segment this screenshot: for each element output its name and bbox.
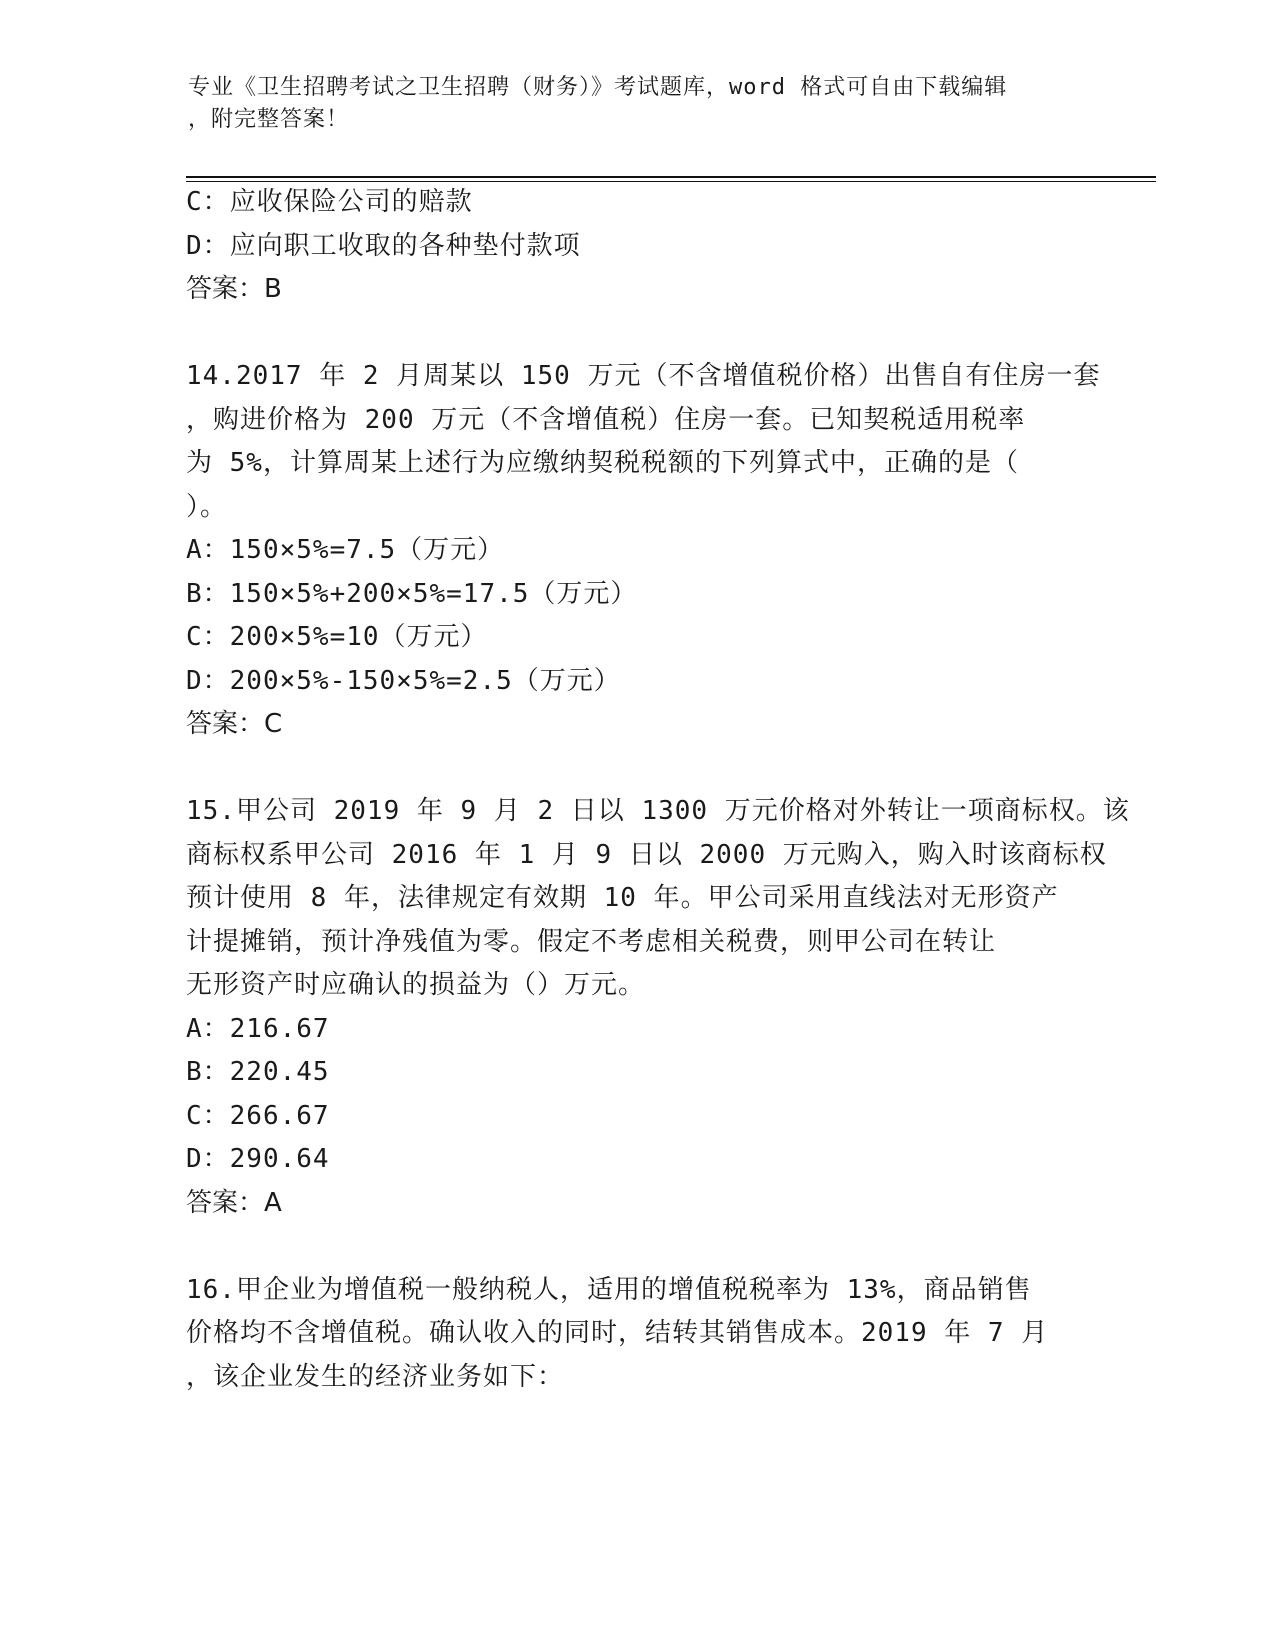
header-divider bbox=[186, 176, 1156, 178]
question-15-line-4: 计提摊销，预计净残值为零。假定不考虑相关税费，则甲公司在转让 bbox=[186, 927, 997, 957]
question-14-answer: 答案：C bbox=[186, 709, 283, 739]
document-header bbox=[188, 72, 1068, 136]
question-14-line-1: 14.2017 年 2 月周某以 150 万元（不含增值税价格）出售自有住房一套 bbox=[186, 361, 1101, 391]
question-15-option-a: A：216.67 bbox=[186, 1014, 330, 1044]
question-14-option-b: B：150×5%+200×5%=17.5（万元） bbox=[186, 579, 638, 609]
question-14-line-3: 为 5%，计算周某上述行为应缴纳契税税额的下列算式中，正确的是（ bbox=[186, 448, 1019, 478]
header-divider-thin bbox=[186, 181, 1156, 182]
question-15-option-d: D：290.64 bbox=[186, 1144, 330, 1174]
question-16-line-2: 价格均不含增值税。确认收入的同时，结转其销售成本。2019 年 7 月 bbox=[186, 1318, 1049, 1348]
question-15-answer: 答案：A bbox=[186, 1188, 282, 1218]
option-d: D：应向职工收取的各种垫付款项 bbox=[186, 231, 581, 261]
question-14-option-a: A：150×5%=7.5（万元） bbox=[186, 535, 505, 565]
question-14-line-2: ，购进价格为 200 万元（不含增值税）住房一套。已知契税适用税率 bbox=[186, 405, 1026, 435]
question-15-line-2: 商标权系甲公司 2016 年 1 月 9 日以 2000 万元购入，购入时该商标权 bbox=[186, 840, 1107, 870]
header-line-2: ，附完整答案！ bbox=[188, 107, 350, 132]
question-14-option-d: D：200×5%-150×5%=2.5（万元） bbox=[186, 666, 621, 696]
question-15-option-b: B：220.45 bbox=[186, 1057, 330, 1087]
question-15-line-5: 无形资产时应确认的损益为（）万元。 bbox=[186, 970, 646, 1000]
question-14-line-4: ）。 bbox=[186, 492, 228, 522]
question-15-option-c: C：266.67 bbox=[186, 1101, 330, 1131]
answer-label: 答案：B bbox=[186, 274, 282, 304]
question-15-line-3: 预计使用 8 年，法律规定有效期 10 年。甲公司采用直线法对无形资产 bbox=[186, 883, 1059, 913]
option-c: C：应收保险公司的赔款 bbox=[186, 187, 473, 217]
header-line-1: 专业《卫生招聘考试之卫生招聘（财务）》考试题库，word 格式可自由下载编辑 bbox=[188, 75, 1008, 100]
question-16-line-1: 16.甲企业为增值税一般纳税人，适用的增值税税率为 13%，商品销售 bbox=[186, 1275, 1032, 1305]
question-15-line-1: 15.甲公司 2019 年 9 月 2 日以 1300 万元价格对外转让一项商标权。该 bbox=[186, 796, 1130, 826]
question-14-option-c: C：200×5%=10（万元） bbox=[186, 622, 488, 652]
question-16-line-3: ，该企业发生的经济业务如下： bbox=[186, 1362, 565, 1392]
